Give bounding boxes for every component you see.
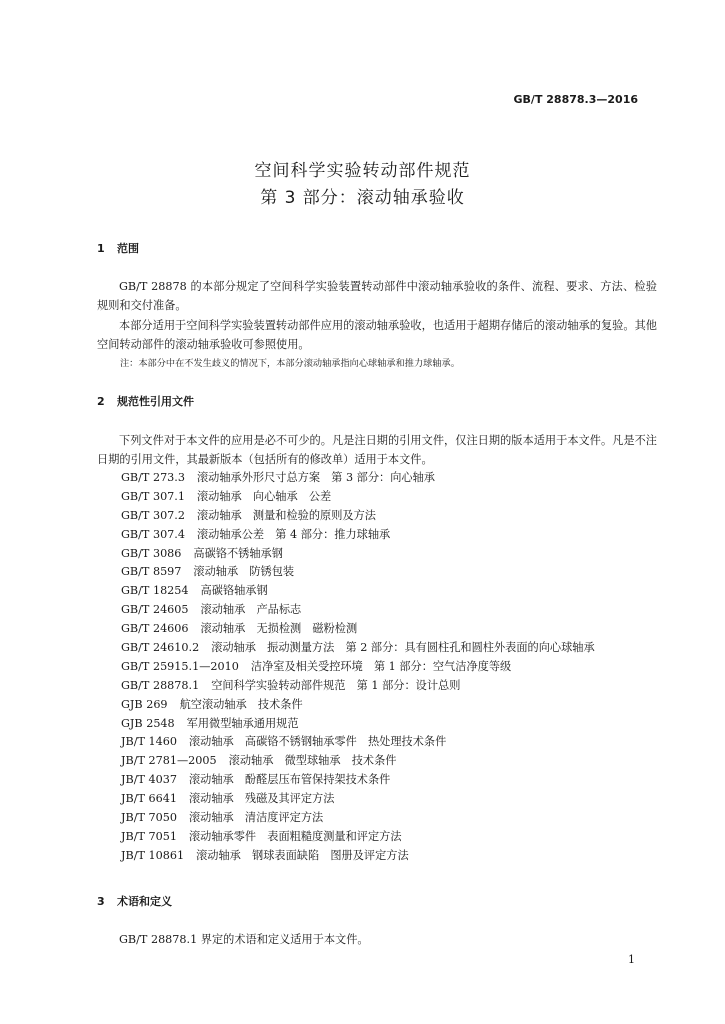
terms-text: GB/T 28878.1 界定的术语和定义适用于本文件。 [119, 933, 369, 946]
reference-item [121, 545, 595, 564]
document-title: 空间科学实验转动部件规范 [254, 161, 471, 181]
scope-paragraph-1 [97, 277, 657, 315]
reference-code: JB/T 4037 [121, 773, 177, 787]
section-title: 规范性引用文件 [117, 395, 194, 408]
reference-item [121, 507, 595, 526]
section-number: 2 [97, 395, 105, 408]
reference-code: GB/T 307.4 [121, 527, 185, 541]
reference-title: 滚动轴承公差 第 4 部分：推力球轴承 [196, 527, 391, 541]
reference-item [121, 715, 595, 734]
reference-item [121, 658, 595, 677]
reference-title: 滚动轴承 清洁度评定方法 [188, 811, 324, 825]
reference-title: 滚动轴承 钢球表面缺陷 图册及评定方法 [196, 848, 409, 862]
normative-intro-text: 下列文件对于本文件的应用是必不可少的。凡是注日期的引用文件，仅注日期的版本适用于本文件。凡是不注日期的引用文件，其最新版本（包括所有的修改单）适用于本文件。 [97, 434, 657, 466]
reference-item [121, 677, 595, 696]
reference-list [121, 469, 595, 866]
section-title: 范围 [117, 242, 139, 255]
reference-code: GB/T 18254 [121, 584, 189, 598]
reference-title: 高碳铬不锈轴承钢 [193, 546, 283, 560]
reference-item [121, 809, 595, 828]
reference-title: 滚动轴承 产品标志 [200, 603, 302, 617]
reference-title: 滚动轴承 酚醛层压布管保持架技术条件 [188, 773, 391, 787]
reference-code: GB/T 24605 [121, 603, 189, 617]
reference-title: 高碳铬轴承钢 [200, 584, 268, 598]
page-number: 1 [628, 953, 635, 966]
reference-title: 滚动轴承零件 表面粗糙度测量和评定方法 [188, 829, 402, 843]
reference-code: GB/T 3086 [121, 546, 182, 560]
reference-code: GB/T 28878.1 [121, 678, 200, 692]
section-title: 术语和定义 [117, 895, 172, 908]
terms-paragraph [97, 930, 657, 949]
reference-title: 航空滚动轴承 技术条件 [179, 697, 303, 711]
reference-code: GB/T 25915.1—2010 [121, 659, 239, 673]
reference-item [121, 847, 595, 866]
reference-item [121, 639, 595, 658]
reference-title: 军用微型轴承通用规范 [186, 716, 299, 730]
reference-item [121, 620, 595, 639]
reference-title: 空间科学实验转动部件规范 第 1 部分：设计总则 [211, 678, 461, 692]
reference-code: GB/T 24606 [121, 622, 189, 636]
reference-code: JB/T 6641 [121, 792, 177, 806]
reference-code: GB/T 24610.2 [121, 641, 200, 655]
reference-item [121, 601, 595, 620]
reference-title: 滚动轴承 残磁及其评定方法 [188, 792, 335, 806]
reference-code: JB/T 2781—2005 [121, 754, 217, 768]
reference-code: JB/T 7051 [121, 829, 177, 843]
reference-code: GJB 2548 [121, 716, 175, 730]
reference-title: 滚动轴承 振动测量方法 第 2 部分：具有圆柱孔和圆柱外表面的向心球轴承 [211, 641, 595, 655]
reference-title: 滚动轴承 防锈包装 [193, 565, 295, 579]
section-heading-scope [97, 240, 139, 256]
reference-code: GB/T 273.3 [121, 471, 185, 484]
section-heading-terms [97, 893, 172, 909]
scope-paragraph-2 [97, 316, 657, 354]
reference-item [121, 488, 595, 507]
reference-item [121, 752, 595, 771]
reference-code: GB/T 307.2 [121, 508, 185, 522]
reference-item [121, 563, 595, 582]
reference-item [121, 771, 595, 790]
reference-item [121, 790, 595, 809]
reference-title: 滚动轴承 向心轴承 公差 [196, 489, 332, 503]
standard-code: GB/T 28878.3—2016 [513, 93, 638, 106]
reference-code: GJB 269 [121, 697, 168, 711]
scope-note: 注：本部分中在不发生歧义的情况下，本部分滚动轴承指向心球轴承和推力球轴承。 [120, 358, 460, 369]
scope-text-1: GB/T 28878 的本部分规定了空间科学实验装置转动部件中滚动轴承验收的条件、流程、要求、方法、检验规则和交付准备。 [97, 280, 657, 312]
reference-item [121, 469, 595, 488]
reference-title: 滚动轴承外形尺寸总方案 第 3 部分：向心轴承 [196, 471, 435, 484]
normative-intro [97, 431, 657, 469]
scope-text-2: 本部分适用于空间科学实验装置转动部件应用的滚动轴承验收，也适用于超期存储后的滚动轴承的复验。其他空间转动部件的滚动轴承验收可参照使用。 [97, 319, 657, 351]
reference-item [121, 696, 595, 715]
section-heading-normative [97, 393, 194, 409]
reference-title: 滚动轴承 微型球轴承 技术条件 [228, 754, 397, 768]
reference-code: GB/T 307.1 [121, 489, 185, 503]
section-number: 1 [97, 242, 105, 255]
reference-title: 滚动轴承 高碳铬不锈钢轴承零件 热处理技术条件 [188, 735, 447, 749]
document-subtitle: 第 3 部分：滚动轴承验收 [260, 188, 465, 208]
reference-item [121, 828, 595, 847]
reference-title: 滚动轴承 测量和检验的原则及方法 [196, 508, 376, 522]
reference-item [121, 733, 595, 752]
reference-code: JB/T 10861 [121, 848, 185, 862]
reference-code: JB/T 1460 [121, 735, 177, 749]
section-number: 3 [97, 895, 105, 908]
reference-item [121, 582, 595, 601]
reference-item [121, 526, 595, 545]
reference-title: 滚动轴承 无损检测 磁粉检测 [200, 622, 358, 636]
reference-title: 洁净室及相关受控环境 第 1 部分：空气洁净度等级 [250, 659, 512, 673]
reference-code: GB/T 8597 [121, 565, 182, 579]
reference-code: JB/T 7050 [121, 811, 177, 825]
